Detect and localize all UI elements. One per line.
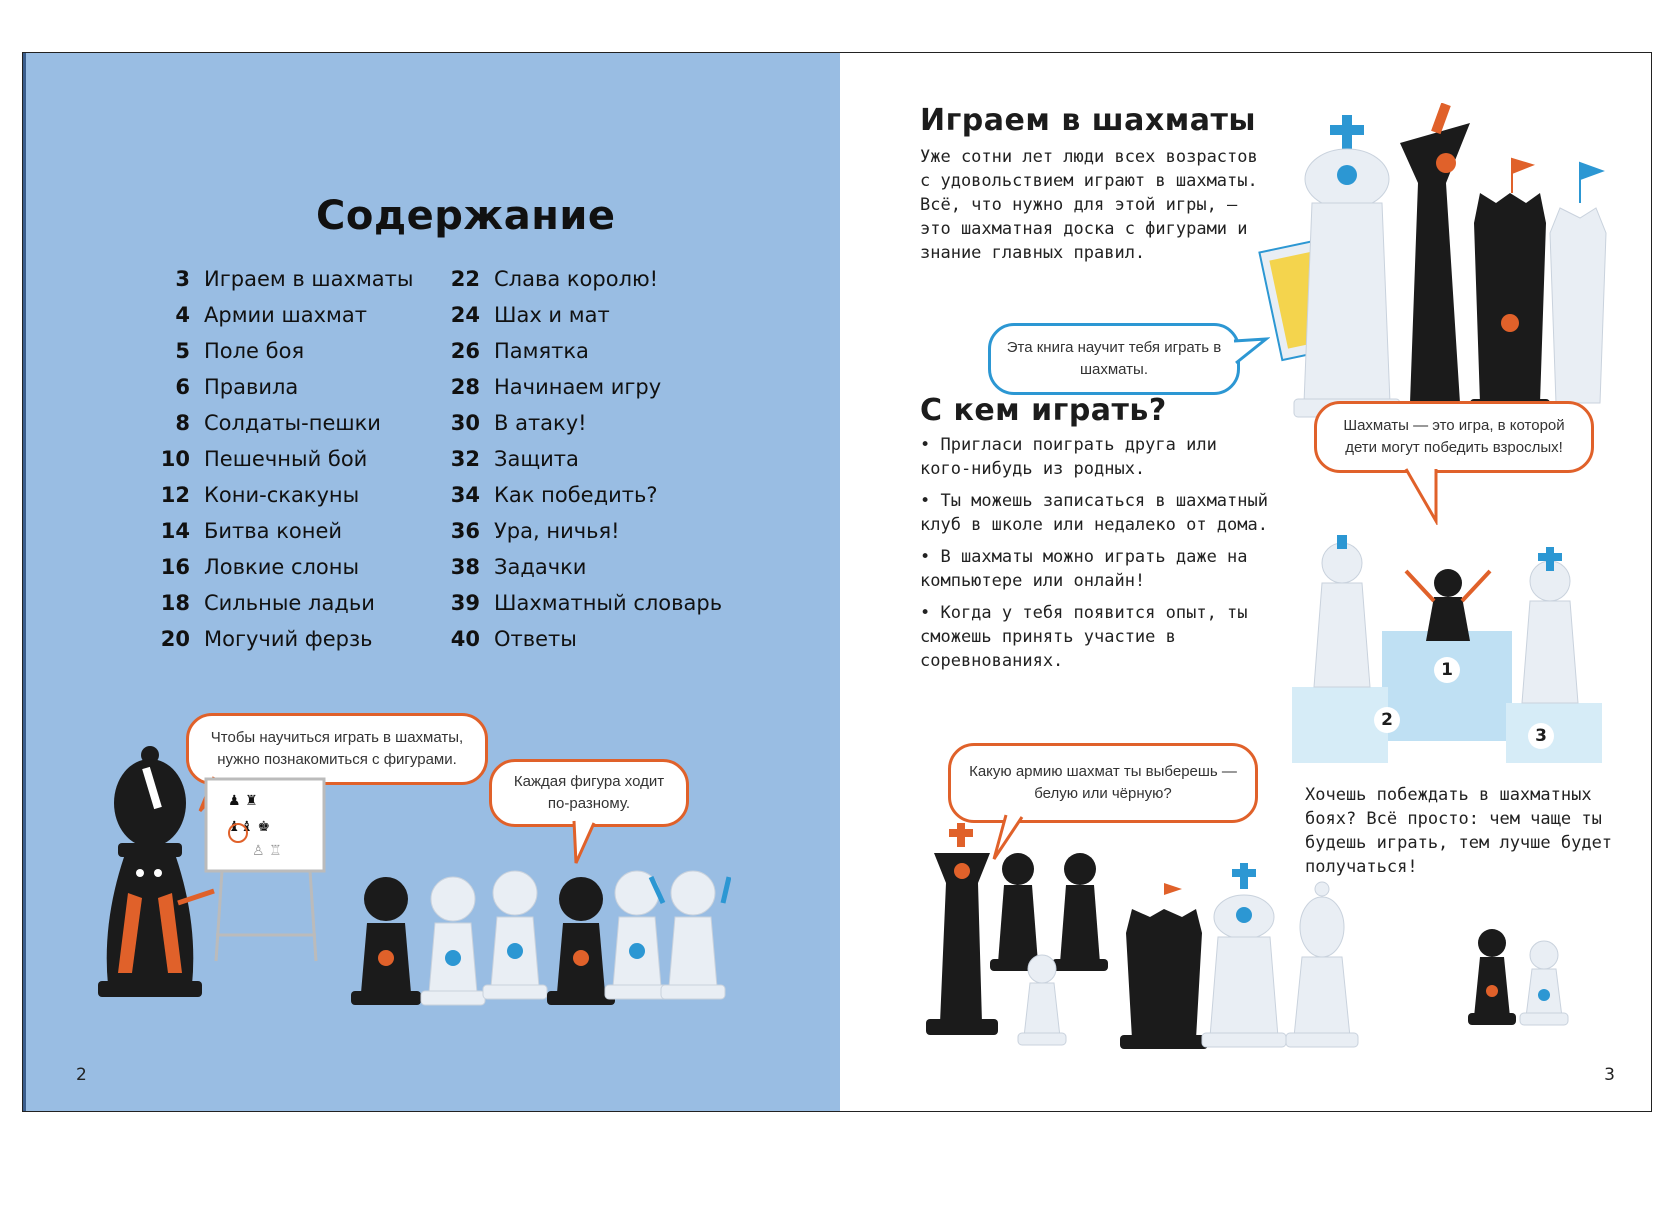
bubble-text: Каждая фигура ходит по-разному. [513,773,665,812]
toc-page-number: 24 [450,303,480,327]
toc-entry[interactable] [156,513,413,549]
toc-label: Могучий ферзь [204,627,373,651]
toc-page-number: 16 [160,555,190,579]
outro-paragraph: Хочешь побеждать в шахматных боях? Всё просто: чем чаще ты будешь играть, тем лучше будет получаться! [1305,785,1613,877]
toc-page-number: 3 [175,267,190,291]
toc-label: Слава королю! [494,267,659,291]
toc-label: Правила [204,375,299,399]
toc-label: Пешечный бой [204,447,368,471]
toc-entry[interactable] [446,261,722,297]
toc-label: Ура, ничья! [494,519,620,543]
bubble-text: Шахматы — это игра, в которой дети могут победить взрослых! [1343,417,1565,456]
toc-entry[interactable] [156,261,413,297]
toc-page-number: 6 [175,375,190,399]
toc-page-number: 40 [450,627,480,651]
bullet-list [920,433,1270,681]
toc-page-number: 34 [450,483,480,507]
bubble-tail [566,819,606,865]
toc-page-number: 39 [450,591,480,615]
toc-entry[interactable] [446,297,722,333]
toc-page-number: 26 [450,339,480,363]
toc-title: Содержание [316,193,616,239]
whiteboard-illustration [198,775,348,975]
left-page [23,53,840,1111]
toc-entry[interactable] [156,585,413,621]
toc-column-1 [156,261,413,657]
toc-page-number: 14 [160,519,190,543]
pawns-illustration [341,863,731,1023]
toc-page-number: 28 [450,375,480,399]
toc-label: Шах и мат [494,303,610,327]
toc-page-number: 36 [450,519,480,543]
toc-entry[interactable] [446,621,722,657]
toc-entry[interactable] [156,405,413,441]
bullet-item: • Ты можешь записаться в шахматный клуб в школе или недалеко от дома. [920,491,1268,535]
toc-page-number: 38 [450,555,480,579]
page-number-left: 2 [76,1065,87,1085]
toc-page-number: 32 [450,447,480,471]
toc-label: Солдаты-пешки [204,411,381,435]
toc-page-number: 20 [160,627,190,651]
svg-text:♝♝ ♚: ♝♝ ♚ [228,819,271,835]
speech-bubble-each-piece [489,759,689,827]
page-number-right: 3 [1604,1065,1615,1085]
toc-page-number: 30 [450,411,480,435]
right-page [840,53,1651,1111]
svg-text:♟ ♜: ♟ ♜ [228,793,258,809]
bubble-text: Чтобы научиться играть в шахматы, нужно познакомиться с фигурами. [210,729,464,768]
toc-label: Ловкие слоны [204,555,360,579]
toc-label: Битва коней [204,519,343,543]
toc-label: Играем в шахматы [204,267,414,291]
toc-column-2 [446,261,722,657]
chess-army-illustration [920,823,1640,1053]
toc-label: Начинаем игру [494,375,662,399]
bullet-item: • Пригласи поиграть друга или кого-нибудь из родных. [920,435,1217,479]
speech-bubble-book [988,323,1240,395]
toc-entry[interactable] [156,621,413,657]
speech-bubble-choose-army [948,743,1258,823]
toc-entry[interactable] [446,513,722,549]
toc-entry[interactable] [156,549,413,585]
toc-page-number: 22 [450,267,480,291]
toc-label: Сильные ладьи [204,591,375,615]
toc-entry[interactable] [446,405,722,441]
toc-label: Шахматный словарь [494,591,723,615]
toc-page-number: 8 [175,411,190,435]
book-spread [22,52,1652,1112]
bubble-tail [1400,465,1450,525]
toc-entry[interactable] [446,477,722,513]
heading-play-chess: Играем в шахматы [920,103,1256,138]
toc-label: Кони-скакуны [204,483,360,507]
toc-label: В атаку! [494,411,587,435]
toc-label: Армии шахмат [204,303,367,327]
toc-entry[interactable] [446,369,722,405]
bubble-text: Какую армию шахмат ты выберешь — белую или чёрную? [969,763,1237,802]
toc-page-number: 18 [160,591,190,615]
toc-label: Задачки [494,555,587,579]
toc-label: Поле боя [204,339,305,363]
toc-label: Защита [494,447,579,471]
toc-entry[interactable] [446,585,722,621]
svg-text:♙ ♖: ♙ ♖ [252,843,282,859]
bullet-item: • Когда у тебя появится опыт, ты сможешь принять участие в соревнованиях. [920,603,1248,671]
toc-entry[interactable] [156,297,413,333]
toc-entry[interactable] [446,333,722,369]
toc-page-number: 10 [160,447,190,471]
podium-illustration [1288,523,1608,763]
podium-label-2: 2 [1374,707,1400,733]
bullet-item: • В шахматы можно играть даже на компьютере или онлайн! [920,547,1248,591]
toc-page-number: 5 [175,339,190,363]
toc-entry[interactable] [446,549,722,585]
toc-label: Памятка [494,339,589,363]
toc-entry[interactable] [156,441,413,477]
podium-label-1: 1 [1434,657,1460,683]
toc-label: Как победить? [494,483,658,507]
kings-reading-book-illustration [1250,103,1630,443]
toc-page-number: 12 [160,483,190,507]
podium-label-3: 3 [1528,723,1554,749]
toc-page-number: 4 [175,303,190,327]
toc-entry[interactable] [446,441,722,477]
toc-label: Ответы [494,627,577,651]
toc-entry[interactable] [156,369,413,405]
bubble-text: Эта книга научит тебя играть в шахматы. [1006,339,1222,378]
toc-entry[interactable] [156,477,413,513]
toc-entry[interactable] [156,333,413,369]
intro-paragraph: Уже сотни лет люди всех возрастов с удовольствием играют в шахматы. Всё, что нужно для этой игры, — это шахматная доска с фигурами и знание главных правил. [920,147,1258,263]
heading-who-to-play: С кем играть? [920,393,1167,428]
speech-bubble-kids-win [1314,401,1594,473]
